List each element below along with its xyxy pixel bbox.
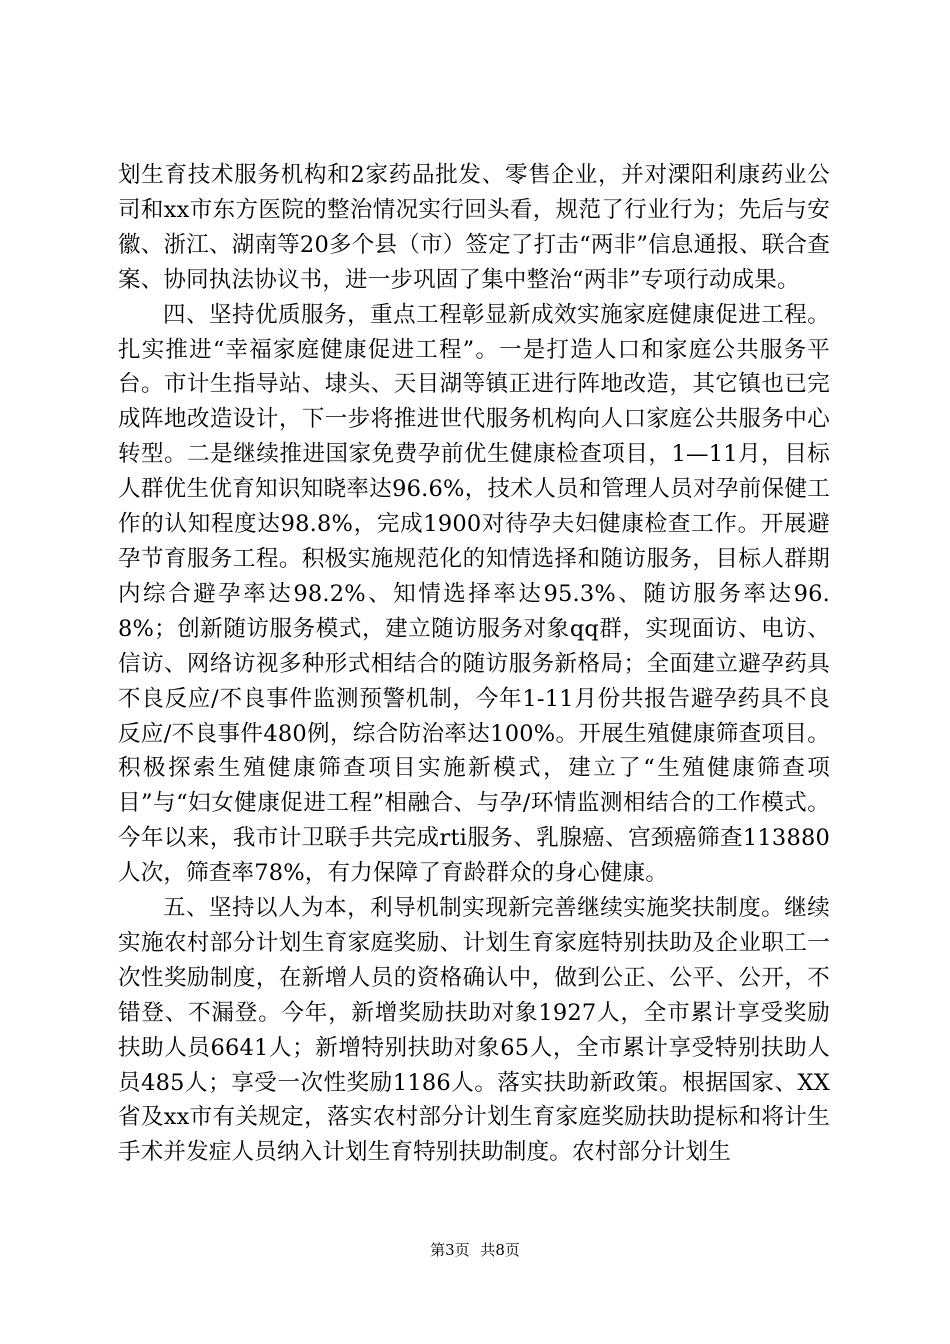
paragraph-section-five: 五、坚持以人为本，利导机制实现新完善继续实施奖扶制度。继续实施农村部分计划生育家庭奖励、计划生育家庭特别扶助及企业职工一次性奖励制度，在新增人员的资格确认中，做到公正、公平、公开，不错登、不漏登。今年，新增奖励扶助对象1927人，全市累计享受奖励扶助人员6641人；新增特别扶助对象65人，全市累计享受特别扶助人员485人；享受一次性奖励1186人。落实扶助新政策。根据国家、XX省及xx市有关规定，落实农村部分计划生育家庭奖励扶助提标和将计生手术并发症人员纳入计划生育特别扶助制度。农村部分计划生 (118, 895, 830, 1166)
page-number: 第3页 (430, 1241, 470, 1259)
paragraph-section-four: 四、坚持优质服务，重点工程彰显新成效实施家庭健康促进工程。扎实推进“幸福家庭健康促进工程”。一是打造人口和家庭公共服务平台。市计生指导站、埭头、天目湖等镇正进行阵地改造，其它镇也已完成阵地改造设计，下一步将推进世代服务机构向人口家庭公共服务中心转型。二是继续推进国家免费孕前优生健康检查项目，1—11月，目标人群优生优育知识知晓率达96.6%，技术人员和管理人员对孕前保健工作的认知程度达98.8%，完成1900对待孕夫妇健康检查工作。开展避孕节育服务工程。积极实施规范化的知情选择和随访服务，目标人群期内综合避孕率达98.2%、知情选择率达95.3%、随访服务率达96.8%；创新随访服务模式，建立随访服务对象qq群，实现面访、电访、信访、网络访视多种形式相结合的随访服务新格局；全面建立避孕药具不良反应/不良事件监测预警机制，今年1-11月份共报告避孕药具不良反应/不良事件480例，综合防治率达100%。开展生殖健康筛查项目。积极探索生殖健康筛查项目实施新模式，建立了“生殖健康筛查项目”与“妇女健康促进工程”相融合、与孕/环情监测相结合的工作模式。今年以来，我市计卫联手共完成rti服务、乳腺癌、宫颈癌筛查113880人次，筛查率78%，有力保障了育龄群众的身心健康。 (118, 301, 830, 887)
paragraph-continuation: 划生育技术服务机构和2家药品批发、零售企业，并对溧阳利康药业公司和xx市东方医院的整治情况实行回头看，规范了行业行为；先后与安徽、浙江、湖南等20多个县（市）签定了打击“两非”信息通报、联合查案、协同执法协议书，进一步巩固了集中整治“两非”专项行动成果。 (118, 162, 830, 293)
page-footer (0, 1240, 950, 1260)
page-total: 共8页 (480, 1241, 520, 1259)
document-body (118, 158, 830, 1170)
